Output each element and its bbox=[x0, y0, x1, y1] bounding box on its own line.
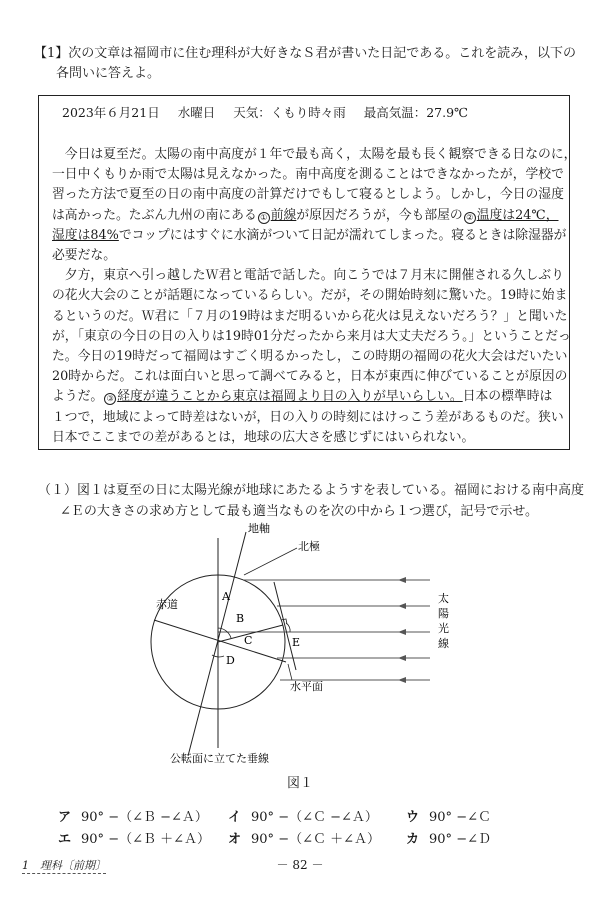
diary-line: た。今日の19時だって福岡はすごく明るかったし，この時期の福岡の花火大会はだいたい bbox=[52, 349, 568, 365]
diary-weather: 天気：くもり時々雨 bbox=[233, 105, 346, 120]
underline-longitude: 経度が違うことから東京は福岡より日の入りが早いらしい。 bbox=[117, 389, 463, 405]
answer-options bbox=[58, 806, 578, 850]
question-intro bbox=[34, 44, 577, 84]
sunlight-rays bbox=[218, 580, 430, 680]
diary-line: るというのだ。Ｗ君に「７月の19時はまだ明るいから花火は見えないだろう？」と聞いた bbox=[52, 308, 568, 324]
sunlight-arrowheads bbox=[398, 577, 406, 683]
label-equator: 赤道 bbox=[156, 598, 178, 611]
option-o: オ 90° −（∠Ｃ ＋∠Ａ） bbox=[228, 832, 381, 847]
option-ka: カ 90° −∠Ｄ bbox=[406, 832, 491, 847]
diary-line bbox=[52, 206, 564, 226]
diary-text: が原因だろうが，今も部屋の bbox=[296, 207, 463, 223]
north-pole-leader bbox=[244, 548, 297, 575]
label-angle-a: A bbox=[222, 590, 230, 603]
intro-line-2: 各問いに答えよ。 bbox=[56, 66, 161, 81]
label-angle-d: D bbox=[226, 654, 235, 667]
marker-2: ② bbox=[464, 212, 476, 224]
option-u: ウ 90° −∠Ｃ bbox=[406, 810, 491, 825]
diary-weekday: 水曜日 bbox=[177, 105, 216, 120]
diary-line bbox=[52, 226, 567, 246]
footer-subject: 1 理科〔前期〕 bbox=[22, 859, 106, 872]
label-angle-e: E bbox=[292, 636, 301, 649]
diary-text: でコップにはすぐに水滴がついて日記が濡れてしまった。寝るときは除湿器が bbox=[118, 227, 567, 243]
diary-body bbox=[52, 145, 577, 448]
figure-caption: 図１ bbox=[286, 776, 313, 791]
diary-line bbox=[52, 387, 564, 407]
marker-1: ① bbox=[258, 212, 270, 224]
diary-line: 習った方法で夏至の日の南中高度の計算だけでもして寝るとしよう。しかし，今日の湿度 bbox=[52, 187, 564, 203]
diary-text: は高かった。たぶん九州の南にある bbox=[52, 207, 257, 223]
options-row-2 bbox=[58, 828, 578, 850]
options-row-1 bbox=[58, 806, 578, 828]
label-perpendicular: 公転面に立てた垂線 bbox=[170, 752, 269, 765]
diary-line: の花火大会のことが話題になっているらしい。だが，その開始時刻に驚いた。19時に始ま bbox=[52, 288, 568, 304]
diary-line: 夕方，東京へ引っ越したＷ君と電話で話した。向こうでは７月末に開催される久しぶり bbox=[52, 268, 564, 284]
diary-line: が，「東京の今日の日の入りは19時01分だったから来月は大丈夫だろう。」ということだっ bbox=[52, 328, 571, 344]
svg-text:線: 線 bbox=[438, 637, 449, 650]
underline-temp: 温度は24℃， bbox=[476, 207, 559, 223]
diary-line: 日本でここまでの差があるとは，地球の広大さを感じずにはいられない。 bbox=[52, 429, 475, 445]
svg-text:光: 光 bbox=[438, 622, 449, 635]
question-1-line-2: ∠Ｅの大きさの求め方として最も適当なものを次の中から１つ選び，記号で示せ。 bbox=[60, 504, 538, 519]
label-angle-c: C bbox=[244, 634, 253, 647]
diary-line: 20時からだ。これは面白いと思って調べてみると，日本が東西に伸びていることが原因の bbox=[52, 369, 568, 385]
page-number: － 82 － bbox=[276, 858, 324, 872]
label-north-pole: 北極 bbox=[298, 540, 320, 553]
label-sunlight bbox=[438, 591, 449, 650]
intro-line-1: 【1】次の文章は福岡市に住む理科が大好きなＳ君が書いた日記である。これを読み，以下の bbox=[34, 46, 577, 61]
svg-text:太: 太 bbox=[438, 592, 449, 605]
underline-front: 前線 bbox=[270, 207, 297, 223]
diary-header bbox=[62, 103, 482, 121]
figure-1-diagram bbox=[140, 522, 480, 770]
option-a: ア 90° −（∠Ｂ −∠Ａ） bbox=[58, 810, 208, 825]
label-horizon: 水平面 bbox=[290, 680, 323, 693]
diary-text: ようだ。 bbox=[52, 389, 104, 405]
diary-date: 2023年６月21日 bbox=[62, 105, 160, 120]
question-1 bbox=[38, 480, 583, 522]
diary-line: 一日中くもりか雨で太陽は見えなかった。南中高度を測ることはできなかったが，学校で bbox=[52, 167, 564, 183]
question-1-line-1: （１）図１は夏至の日に太陽光線が地球にあたるようすを表している。福岡における南中高度 bbox=[38, 483, 585, 498]
label-angle-b: B bbox=[236, 612, 245, 625]
diary-line: 今日は夏至だ。太陽の南中高度が１年で最も高く，太陽を最も長く観察できる日なのに， bbox=[52, 147, 577, 162]
horizon-leader bbox=[288, 664, 292, 680]
diary-line: １つで，地域によって時差はないが，日の入りの時刻にはけっこう差があるものだ。狭い bbox=[52, 409, 564, 425]
diary-max-temp: 最高気温：27.9℃ bbox=[363, 105, 469, 120]
label-axis: 地軸 bbox=[248, 522, 270, 535]
marker-3: ③ bbox=[104, 393, 116, 405]
diary-text: 日本の標準時は bbox=[462, 389, 553, 405]
option-e: エ 90° −（∠Ｂ ＋∠Ａ） bbox=[58, 832, 211, 847]
underline-humidity: 湿度は84% bbox=[52, 227, 119, 243]
earth-axis-line bbox=[188, 532, 246, 756]
option-i: イ 90° −（∠Ｃ −∠Ａ） bbox=[228, 810, 378, 825]
diary-line: 必要だな。 bbox=[52, 248, 116, 264]
svg-text:陽: 陽 bbox=[438, 607, 449, 620]
